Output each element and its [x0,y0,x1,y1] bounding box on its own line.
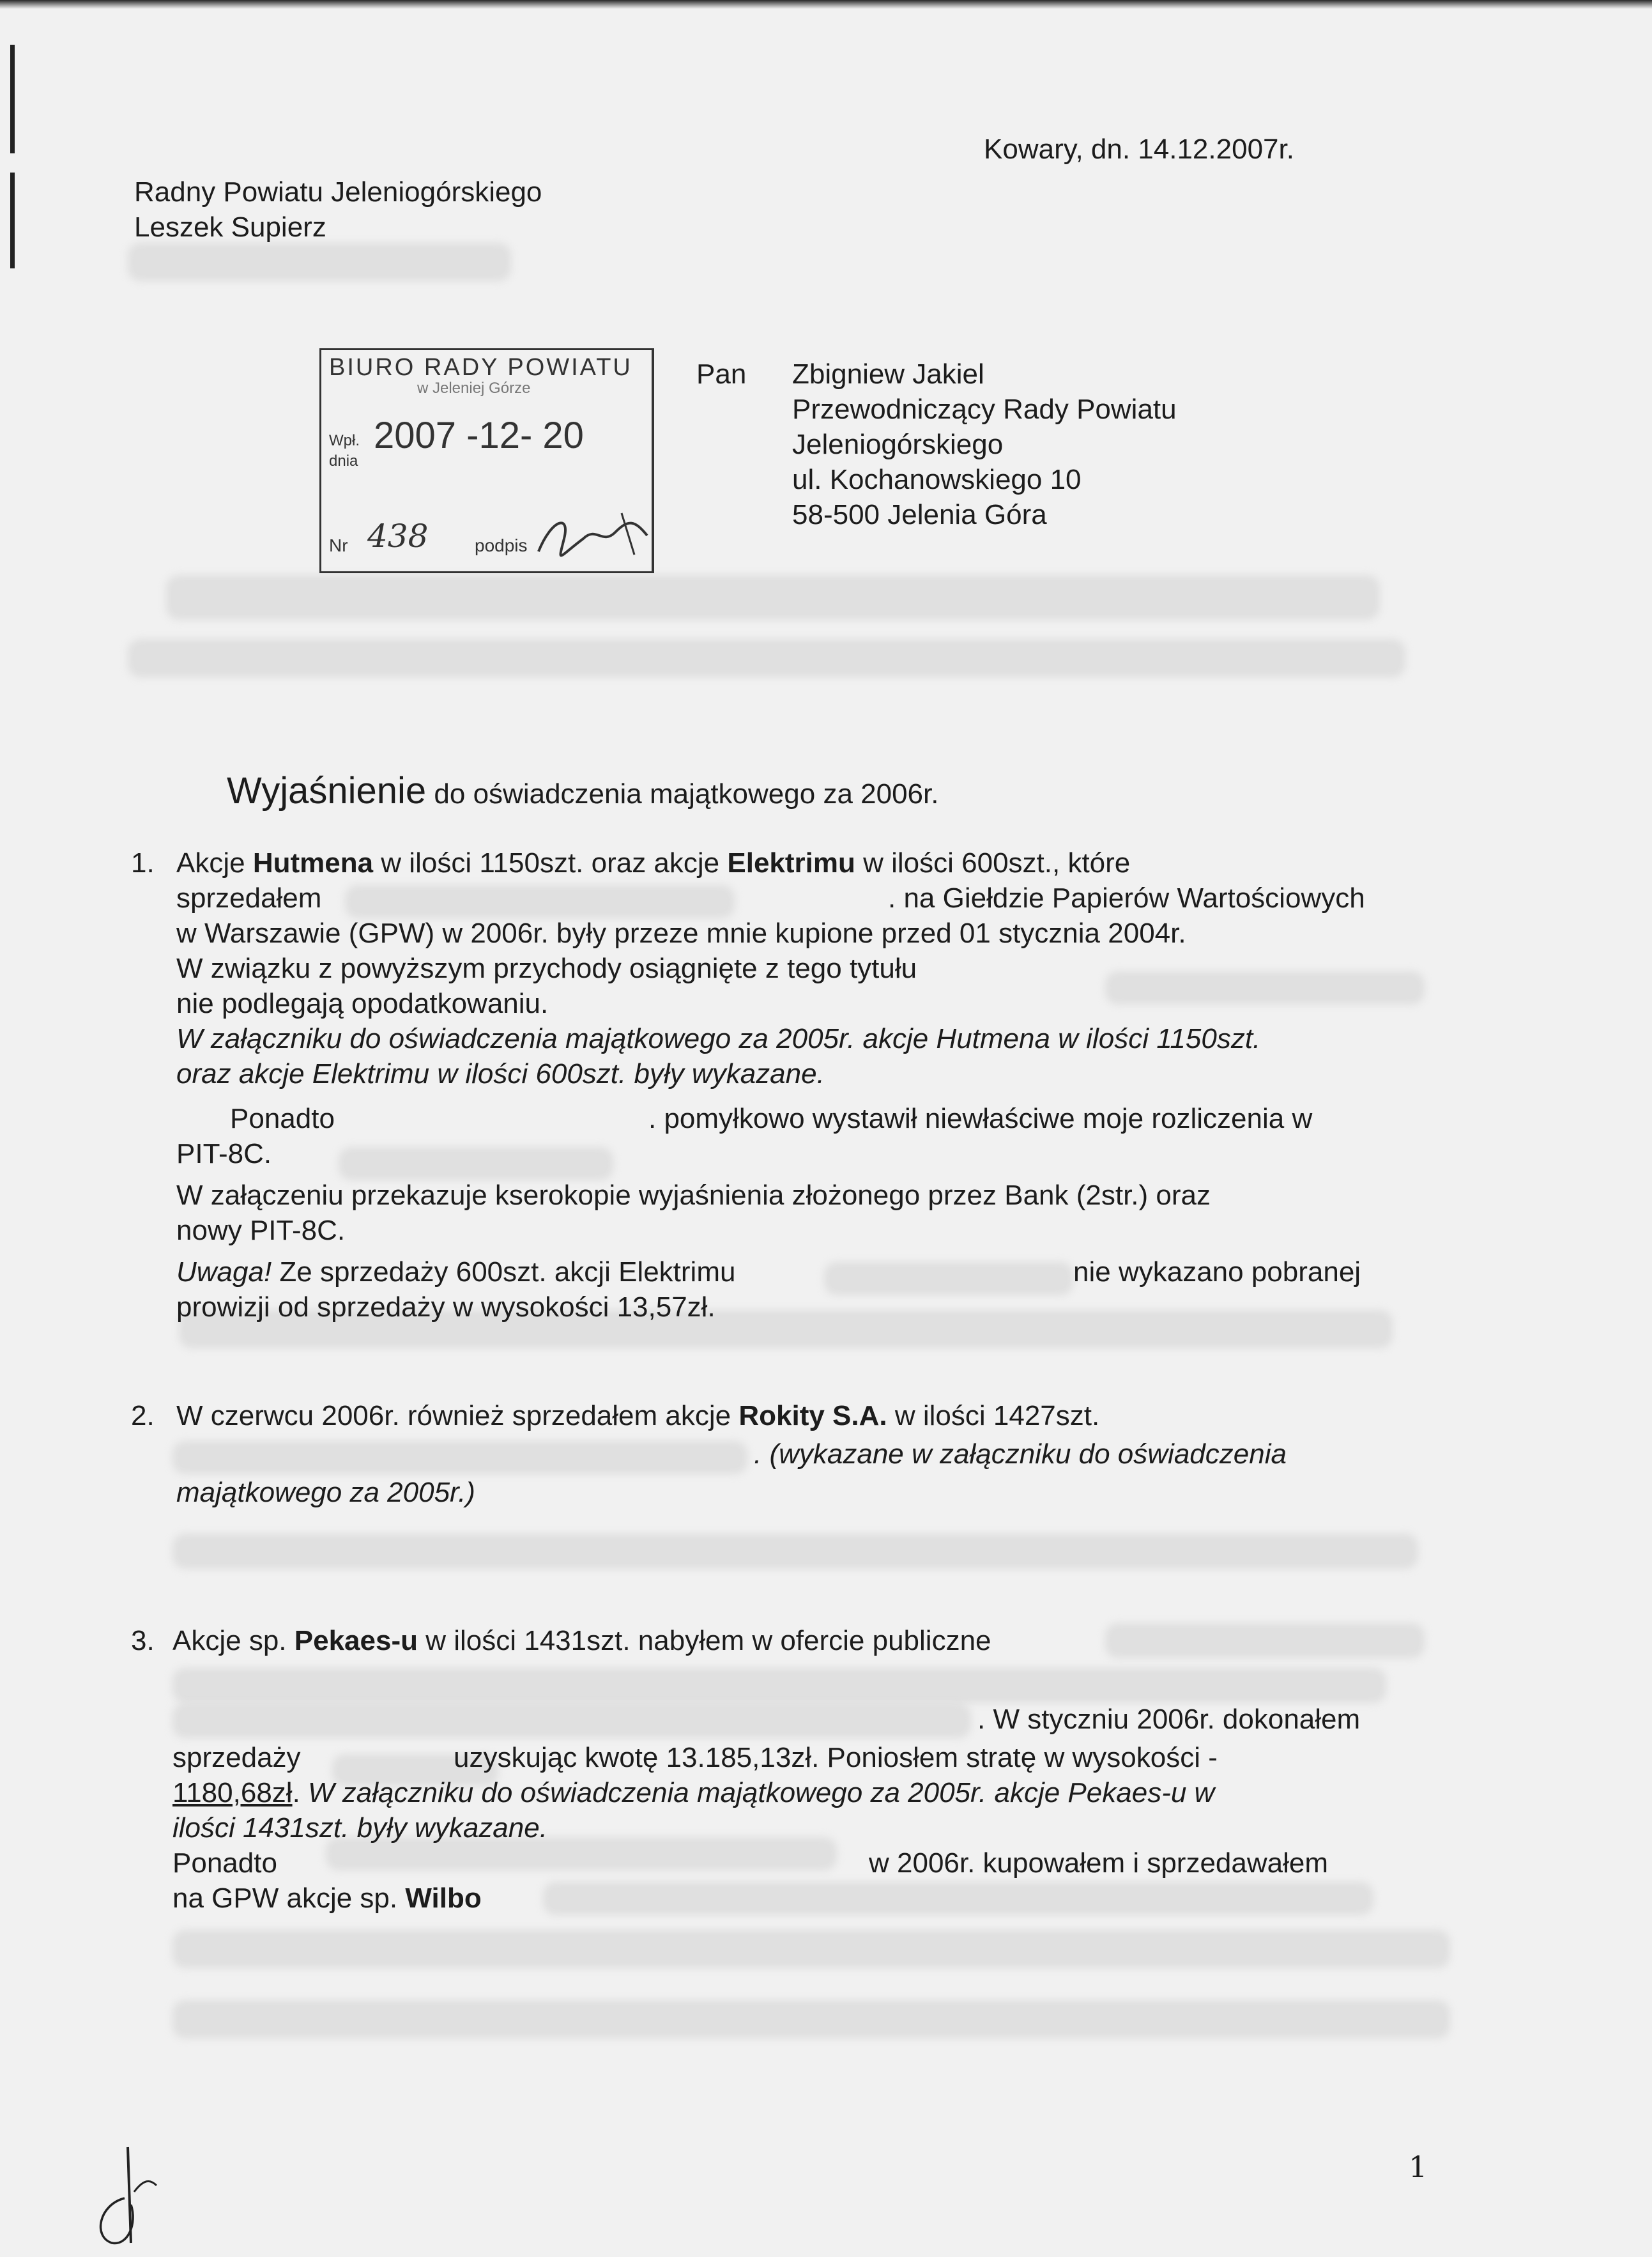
stamp-dnia-label: dnia [329,452,358,470]
section-3-line: ilości 1431szt. były wykazane. [172,1812,547,1844]
title-main: Wyjaśnienie [227,770,427,812]
stamp-date: 2007 -12- 20 [374,415,584,456]
section-1-line: nie podlegają opodatkowaniu. [176,988,549,1019]
section-2-line: . (wykazane w załączniku do oświadczenia [754,1438,1287,1470]
section-3-line: w 2006r. kupowałem i sprzedawałem [869,1847,1329,1879]
section-1-line: Uwaga! Ze sprzedaży 600szt. akcji Elektrimu [176,1256,736,1288]
recipient-line: Przewodniczący Rady Powiatu [792,394,1177,425]
sender-name: Leszek Supierz [134,212,326,243]
section-2-number: 2. [131,1400,155,1431]
document-title [227,769,938,813]
section-2-line: W czerwcu 2006r. również sprzedałem akcje Rokity S.A. w ilości 1427szt. [176,1400,1100,1431]
section-1-line: W załączeniu przekazuje kserokopie wyjaśnienia złożonego przez Bank (2str.) oraz [176,1180,1211,1211]
section-1-line: PIT-8C. [176,1138,272,1169]
stamp-podpis-label: podpis [475,535,528,555]
handwritten-signature [86,2141,169,2249]
office-stamp [319,348,654,573]
recipient-line: 58-500 Jelenia Góra [792,499,1047,530]
section-1-line: prowizji od sprzedaży w wysokości 13,57zł. [176,1291,715,1323]
sender-title: Radny Powiatu Jeleniogórskiego [134,176,542,208]
page-number: 1 [1409,2150,1428,2184]
recipient-salutation: Pan [696,358,747,390]
recipient-line: Jeleniogórskiego [792,429,1004,460]
section-3-line: Ponadto [172,1847,277,1879]
scan-margin-mark [10,173,15,268]
stamp-nr-label: Nr [329,535,348,555]
section-3-number: 3. [131,1625,155,1656]
stamp-office: BIURO RADY POWIATU [329,354,632,381]
section-3-line: 1180,68zł. W załączniku do oświadczenia majątkowego za 2005r. akcje Pekaes-u w [172,1777,1215,1808]
stamp-wpl-label: Wpł. [329,432,360,449]
section-1-line: w Warszawie (GPW) w 2006r. były przeze mnie kupione przed 01 stycznia 2004r. [176,918,1186,949]
section-1-line: . na Giełdzie Papierów Wartościowych [888,882,1365,914]
section-1-line: Akcje Hutmena w ilości 1150szt. oraz akcje Elektrimu w ilości 600szt., które [176,847,1131,879]
section-3-line: na GPW akcje sp. Wilbo [172,1883,482,1914]
section-3-line: uzyskując kwotę 13.185,13zł. Poniosłem stratę w wysokości - [454,1742,1218,1773]
scan-margin-mark [10,45,15,153]
section-3-line: Akcje sp. Pekaes-u w ilości 1431szt. nabyłem w ofercie publiczne [172,1625,991,1656]
recipient-line: ul. Kochanowskiego 10 [792,464,1082,495]
recipient-line: Zbigniew Jakiel [792,358,984,390]
stamp-signature [532,507,654,564]
section-1-line: W związku z powyższym przychody osiągnięte z tego tytułu [176,953,917,984]
section-1-line: nie wykazano pobranej [1073,1256,1361,1288]
section-1-line: W załączniku do oświadczenia majątkowego za 2005r. akcje Hutmena w ilości 1150szt. [176,1023,1261,1054]
scan-edge [0,0,1652,9]
section-1-line: . pomyłkowo wystawił niewłaściwe moje rozliczenia w [648,1103,1313,1134]
section-1-line: oraz akcje Elektrimu w ilości 600szt. były wykazane. [176,1058,825,1090]
stamp-city: w Jeleniej Górze [417,380,531,397]
section-2-line: majątkowego za 2005r.) [176,1477,475,1508]
section-3-line: sprzedaży [172,1742,301,1773]
section-1-number: 1. [131,847,155,879]
section-1-line: nowy PIT-8C. [176,1215,346,1246]
place-date: Kowary, dn. 14.12.2007r. [984,134,1294,165]
section-3-line: . W styczniu 2006r. dokonałem [977,1704,1361,1735]
title-rest: do oświadczenia majątkowego za 2006r. [434,778,939,810]
stamp-nr-value: 438 [367,518,429,555]
section-1-line: sprzedałem [176,882,322,914]
section-1-line: Ponadto [230,1103,335,1134]
